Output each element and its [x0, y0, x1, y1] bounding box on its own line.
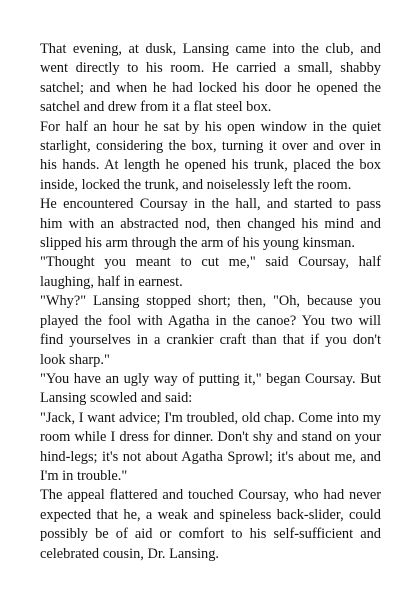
paragraph-3: He encountered Coursay in the hall, and started to pass him with an abstracted nod, then changed his mind and slipped his arm through the arm of his young kinsman.: [40, 196, 381, 252]
paragraph-4: "Thought you meant to cut me," said Coursay, half laughing, half in earnest.: [40, 254, 381, 290]
paragraph-5: "Why?" Lansing stopped short; then, "Oh, because you played the fool with Agatha in the canoe? You two will find yourselves in a crankier craft than that if you don't look sharp.": [40, 293, 381, 368]
document-page: [40, 40, 381, 564]
paragraph-1: That evening, at dusk, Lansing came into the club, and went directly to his room. He carried a small, shabby satchel; and when he had locked his door he opened the satchel and drew from it a flat steel box.: [40, 41, 381, 116]
paragraph-7: "Jack, I want advice; I'm troubled, old chap. Come into my room while I dress for dinner. Don't shy and stand on your hind-legs; it's not about Agatha Sprowl; it's about me, and I'm in trouble.": [40, 409, 381, 484]
paragraph-2: For half an hour he sat by his open window in the quiet starlight, considering the box, turning it over and over in his hands. At length he opened his trunk, placed the box inside, locked the trunk, and noiselessly left the room.: [40, 118, 381, 193]
paragraph-8: The appeal flattered and touched Coursay, who had never expected that he, a weak and spineless back-slider, could possibly be of aid or comfort to his self-sufficient and celebrated cousin, Dr. Lansing.: [40, 487, 381, 562]
paragraph-6: "You have an ugly way of putting it," began Coursay. But Lansing scowled and said:: [40, 370, 381, 407]
